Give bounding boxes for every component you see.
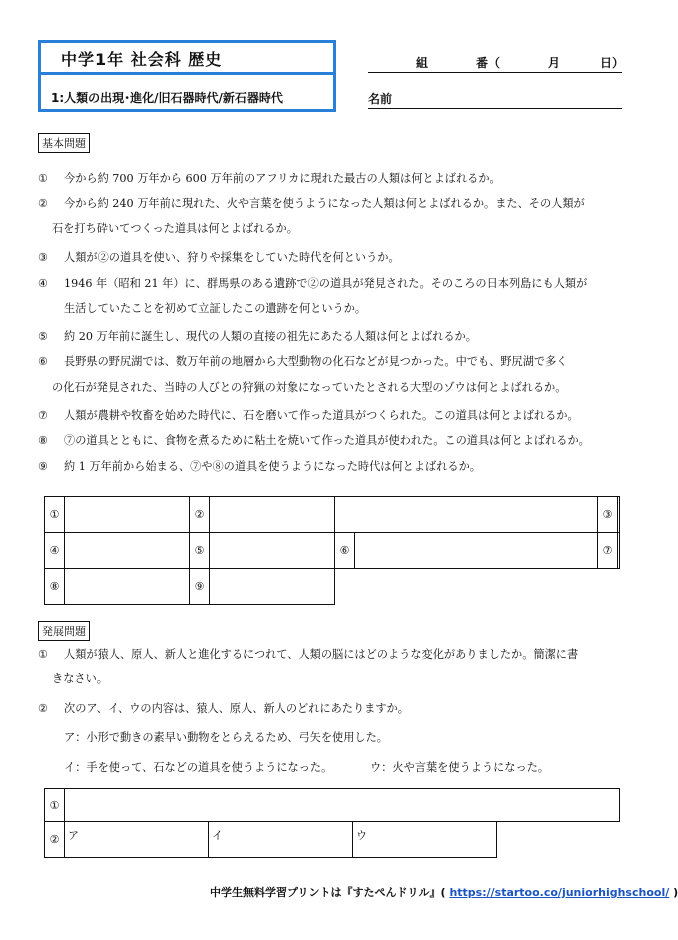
answer-num: ①: [45, 789, 65, 822]
basic-question-line: 石を打ち砕いてつくった道具は何とよばれるか。: [52, 222, 298, 235]
basic-question-line: 1946 年（昭和 21 年）に、群馬県のある遺跡で②の道具が発見された。そのころの日本列島にも人類が: [64, 277, 588, 290]
answer-num: ①: [45, 497, 65, 533]
answer-cell[interactable]: [335, 497, 598, 533]
option-u: ウ：火や言葉を使うようになった。: [370, 761, 550, 774]
basic-question-line: の化石が発見された、当時の人びとの狩猟の対象になっていたとされる大型のゾウは何とよばれるか。: [52, 381, 567, 394]
empty-cell: [497, 822, 620, 858]
advanced-question-2: 次のア、イ、ウの内容は、猿人、原人、新人のどれにあたりますか。: [64, 702, 409, 715]
footer-link[interactable]: https://startoo.co/juniorhighschool/: [449, 886, 670, 899]
basic-section-label: 基本問題: [38, 133, 90, 153]
question-number: ④: [38, 277, 49, 290]
subtitle-box: [38, 72, 336, 112]
basic-question-line: 長野県の野尻湖では、数万年前の地層から大型動物の化石などが見つかった。中でも、野尻湖で多く: [64, 355, 568, 368]
answer-label-i: イ: [212, 829, 223, 842]
answer-cell[interactable]: [65, 789, 620, 822]
answer-cell-u[interactable]: [353, 822, 497, 858]
name-label: 名前: [368, 92, 393, 106]
answer-cell[interactable]: [210, 497, 335, 533]
footer-close: ): [673, 886, 678, 899]
number-label: 番（: [476, 56, 501, 70]
page-title: 中学1年 社会科 歴史: [61, 50, 223, 69]
answer-num: ⑥: [335, 533, 355, 569]
answer-cell[interactable]: [65, 569, 190, 605]
basic-question-line: ⑦の道具とともに、食物を煮るために粘土を焼いて作った道具が使われた。この道具は何とよばれるか。: [64, 434, 590, 447]
answer-cell[interactable]: [210, 569, 335, 605]
question-number: ⑨: [38, 460, 49, 473]
advanced-section-label: 発展問題: [38, 621, 90, 641]
advanced-question-1: [38, 648, 48, 661]
basic-question-line: 今から約 240 万年前に現れた、火や言葉を使うようになった人類は何とよばれるか。また、その人類が: [64, 197, 585, 210]
basic-question-line: 生活していたことを初めて立証したこの遺跡を何というか。: [64, 302, 367, 315]
answer-num: ②: [45, 822, 65, 858]
answer-cell[interactable]: [618, 497, 620, 533]
answer-num: ③: [598, 497, 618, 533]
month-label: 月: [548, 56, 561, 70]
answer-label-u: ウ: [356, 829, 367, 842]
question-number: ⑤: [38, 330, 49, 343]
question-number: ⑧: [38, 434, 49, 447]
footer-text: 中学生無料学習プリントは『すたぺんドリル』(: [210, 886, 446, 899]
answer-num: ⑦: [598, 533, 618, 569]
basic-question-line: 今から約 700 万年から 600 万年前のアフリカに現れた最古の人類は何とよばれるか。: [64, 172, 501, 185]
question-number: ②: [38, 702, 49, 715]
question-number: ①: [38, 648, 49, 661]
question-number: ①: [38, 172, 49, 185]
answer-cell[interactable]: [210, 533, 335, 569]
basic-question-line: 約 1 万年前から始まる、⑦や⑧の道具を使うようになった時代は何とよばれるか。: [64, 460, 481, 473]
answer-num: ④: [45, 533, 65, 569]
answer-cell-a[interactable]: [65, 822, 209, 858]
answer-cell[interactable]: [65, 497, 190, 533]
basic-answer-table: [44, 496, 620, 605]
answer-label-a: ア: [68, 829, 79, 842]
advanced-answer-table: [44, 788, 620, 858]
question-number: ⑥: [38, 355, 49, 368]
answer-num: ⑧: [45, 569, 65, 605]
answer-cell[interactable]: [618, 533, 620, 569]
empty-cell: [335, 569, 620, 605]
question-number: ⑦: [38, 409, 49, 422]
answer-cell-i[interactable]: [209, 822, 353, 858]
answer-num: ②: [190, 497, 210, 533]
page-subtitle: 1:人類の出現･進化/旧石器時代/新石器時代: [51, 91, 283, 105]
date-line: [368, 52, 625, 73]
answer-cell[interactable]: [65, 533, 190, 569]
option-i: イ：手を使って、石などの道具を使うようになった。: [64, 761, 333, 774]
basic-question-line: 約 20 万年前に誕生し、現代の人類の直接の祖先にあたる人類は何とよばれるか。: [64, 330, 477, 343]
answer-num: ⑨: [190, 569, 210, 605]
answer-cell[interactable]: [355, 533, 598, 569]
question-number: ③: [38, 251, 49, 264]
basic-question-line: 人類が農耕や牧畜を始めた時代に、石を磨いて作った道具がつくられた。この道具は何とよばれるか。: [64, 409, 579, 422]
title-box: [38, 40, 336, 72]
name-line: [368, 90, 622, 109]
advanced-question-1-line-2: きなさい。: [52, 672, 108, 685]
advanced-question-1-line-1: 人類が猿人、原人、新人と進化するにつれて、人類の脳にはどのような変化がありましたか。簡潔に書: [64, 648, 579, 661]
option-a: ア：小形で動きの素早い動物をとらえるため、弓矢を使用した。: [64, 731, 388, 744]
day-label: 日）: [600, 56, 625, 70]
footer: [210, 884, 678, 900]
question-number: ②: [38, 197, 49, 210]
class-label: 組: [416, 56, 429, 70]
basic-question-line: 人類が②の道具を使い、狩りや採集をしていた時代を何というか。: [64, 251, 400, 264]
answer-num: ⑤: [190, 533, 210, 569]
